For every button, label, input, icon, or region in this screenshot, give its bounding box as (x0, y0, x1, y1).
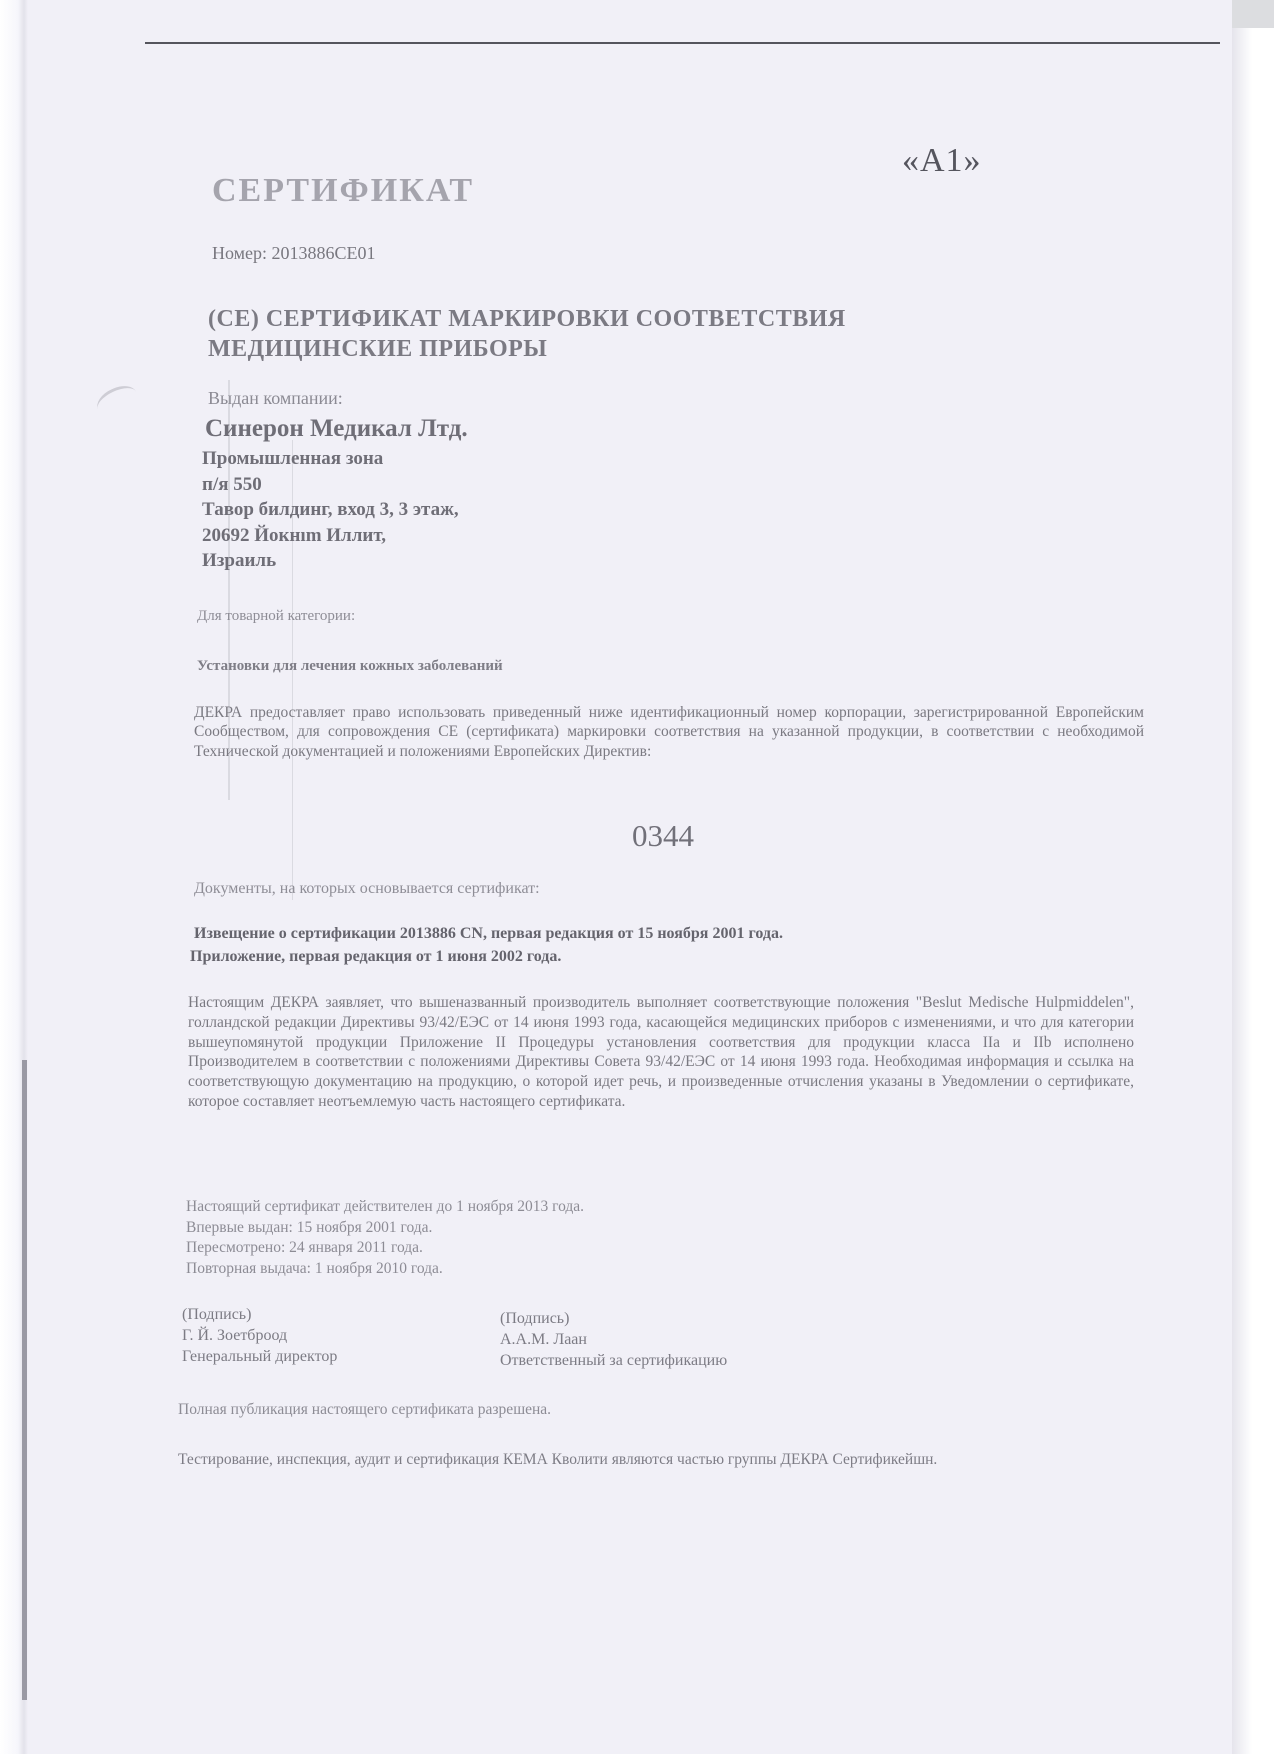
address-line: Израиль (202, 550, 277, 571)
signatory-name: А.А.М. Лаан (500, 1331, 587, 1348)
scan-smudge (93, 380, 142, 420)
certificate-number: Номер: 2013886CE01 (212, 243, 376, 263)
top-rule (145, 42, 1220, 44)
scan-corner (1232, 0, 1274, 28)
validity-line: Впервые выдан: 15 ноября 2001 года. (186, 1218, 433, 1236)
company-name: Синерон Медикал Лтд. (205, 415, 468, 442)
certificate-heading (208, 304, 846, 364)
validity-line: Повторная выдача: 1 ноября 2010 года. (186, 1259, 443, 1277)
heading-line: МЕДИЦИНСКИЕ ПРИБОРЫ (208, 336, 548, 362)
validity-block (186, 1197, 584, 1279)
signature-label: (Подпись) (182, 1306, 252, 1323)
notified-body-number: 0344 (632, 818, 694, 853)
address-line: 20692 Йокнım Иллит, (202, 524, 386, 546)
publication-note: Полная публикация настоящего сертификата разрешена. (178, 1401, 552, 1418)
heading-line: (CE) СЕРТИФИКАТ МАРКИРОВКИ СООТВЕТСТВИЯ (208, 306, 846, 332)
document-title: СЕРТИФИКАТ (212, 172, 475, 209)
address-line: Промышленная зона (202, 448, 384, 469)
address-line: Тавор билдинг, вход 3, 3 этаж, (202, 499, 459, 520)
validity-line: Настоящий сертификат действителен до 1 ноября 2013 года. (186, 1198, 585, 1215)
annex-mark: «A1» (902, 142, 982, 179)
signature-right (500, 1308, 727, 1371)
category-value: Установки для лечения кожных заболеваний (197, 658, 503, 674)
signatory-name: Г. Й. Зоетброод (182, 1327, 288, 1344)
signature-label: (Подпись) (500, 1310, 570, 1327)
declaration-paragraph: Настоящим ДЕКРА заявляет, что вышеназванный производитель выполняет соответствующие положения "Beslut Medische Hulpmiddelen", голландской редакции Директивы 93/42/ЕЭС от 14 июня 1993 года, касающейся медицинских приборов с изменениями, и что для категории вышеупомянутой продукции Приложение II Процедуры установления соответствия для продукции класса IIa и IIb исполнено Производителем в соответствии с положениями Директивы Совета 93/42/ЕЭС от 14 июня 1993 года. Необходимая информация и ссылка на соответствующую документацию на продукцию, о которой идет речь, и произведенные отчисления указаны в Уведомлении о сертификате, которое составляет неотъемлемую часть настоящего сертификата. (188, 994, 1134, 1110)
document-item: Приложение, первая редакция от 1 июня 2002 года. (190, 948, 562, 965)
validity-line: Пересмотрено: 24 января 2011 года. (186, 1239, 423, 1256)
signatory-role: Генеральный директор (182, 1348, 338, 1365)
issued-to-label: Выдан компании: (208, 388, 343, 408)
page-right-edge (1232, 0, 1274, 1754)
category-label: Для товарной категории: (197, 608, 356, 624)
signatory-role: Ответственный за сертификацию (500, 1352, 728, 1369)
documents-label: Документы, на которых основывается сертификат: (194, 880, 540, 897)
scan-shadow-strip (22, 1060, 27, 1700)
address-line: п/я 550 (202, 473, 262, 495)
document-item: Извещение о сертификации 2013886 CN, первая редакция от 15 ноября 2001 года. (194, 925, 783, 942)
footer-note: Тестирование, инспекция, аудит и сертификация КЕМА Кволити являются частью группы ДЕКРА Сертификейшн. (178, 1451, 938, 1468)
company-address (202, 446, 459, 574)
signature-left (182, 1304, 337, 1367)
grant-paragraph: ДЕКРА предоставляет право использовать приведенный ниже идентификационный номер корпорации, зарегистрированной Европейским Сообществом, для сопровождения CE (сертификата) маркировки соответствия на указанной продукции, в соответствии с необходимой Технической документацией и положениями Европейских Директив: (194, 704, 1144, 760)
